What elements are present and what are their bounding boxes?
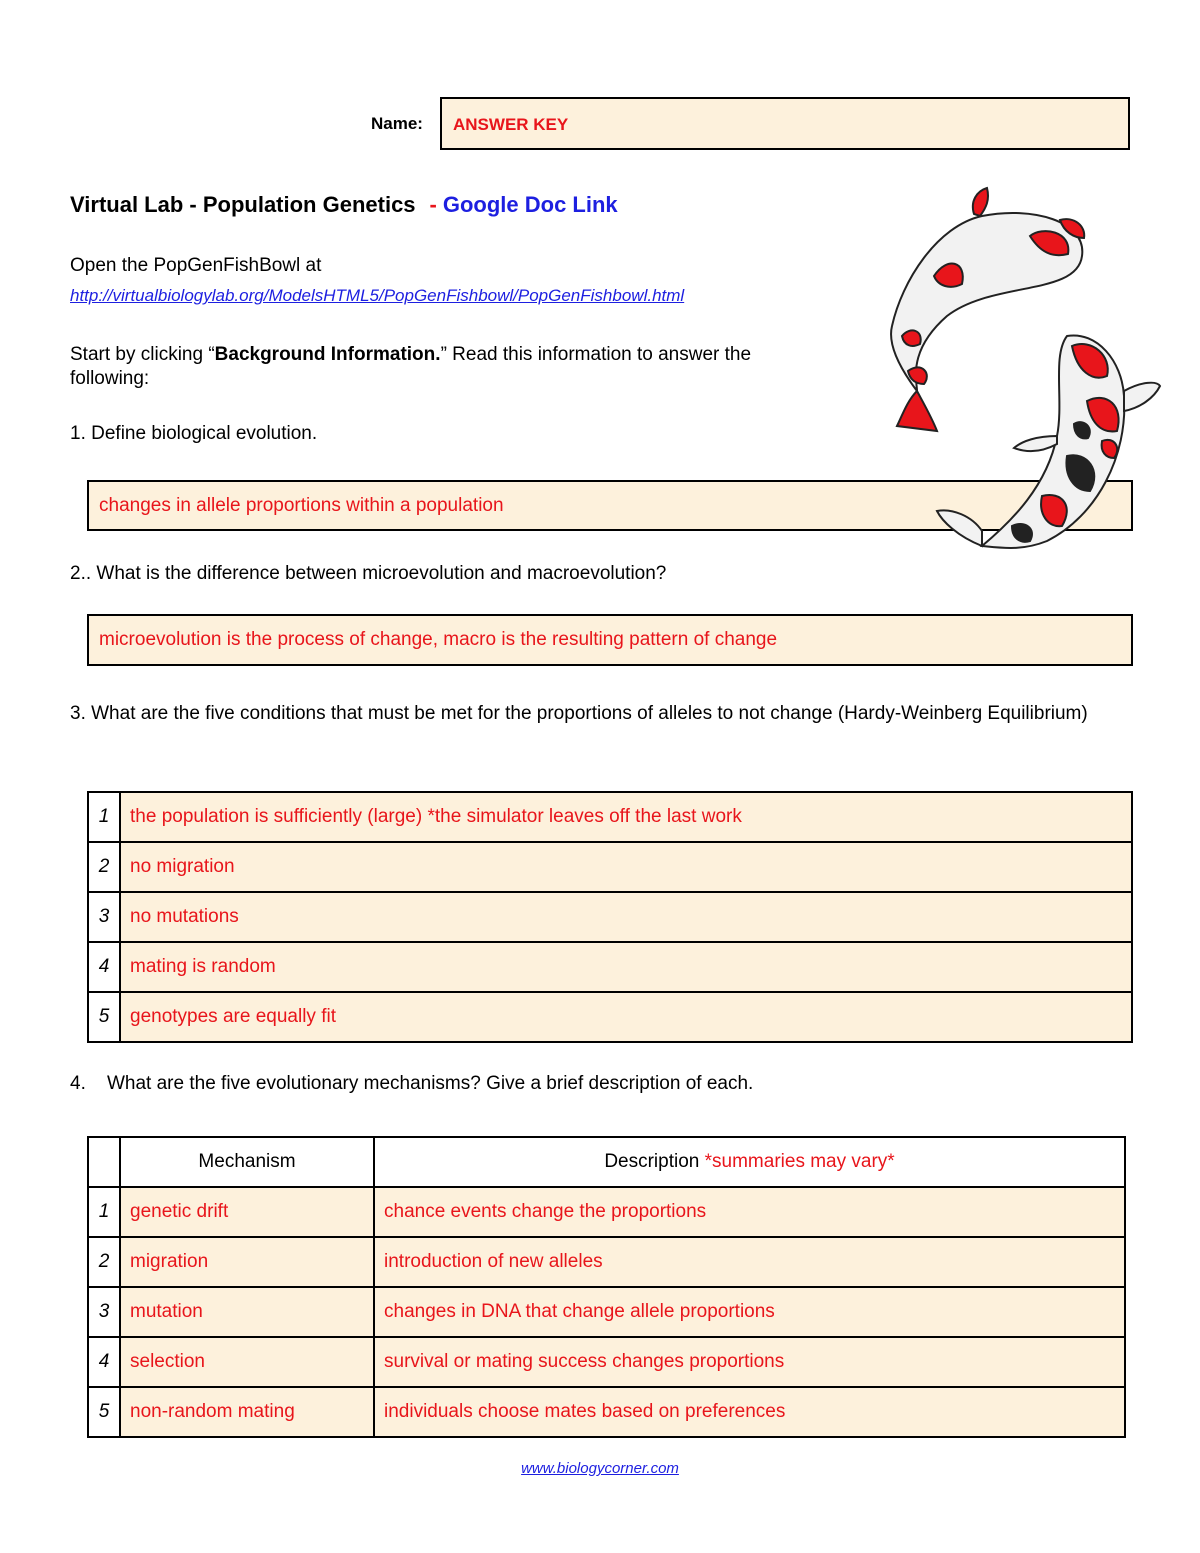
koi-fish-1 xyxy=(891,188,1084,431)
question-4-number: 4. xyxy=(70,1073,86,1094)
mechanism-cell[interactable]: genetic drift xyxy=(120,1187,374,1237)
mechanism-cell[interactable]: migration xyxy=(120,1237,374,1287)
table-row xyxy=(88,892,1132,942)
title-text: Virtual Lab - Population Genetics xyxy=(70,192,416,217)
name-value: ANSWER KEY xyxy=(453,115,569,134)
mechanism-cell[interactable]: mutation xyxy=(120,1287,374,1337)
table-row xyxy=(88,992,1132,1042)
description-cell[interactable]: survival or mating success changes proportions xyxy=(374,1337,1125,1387)
table-row xyxy=(88,942,1132,992)
answer-2-text: microevolution is the process of change, macro is the resulting pattern of change xyxy=(99,629,778,650)
question-3: 3. What are the five conditions that must be met for the proportions of alleles to not change (Hardy-Weinberg Equilibrium) xyxy=(70,703,1088,724)
start-bold: Background Information. xyxy=(214,344,441,365)
table-row xyxy=(88,792,1132,842)
row-number: 5 xyxy=(88,1387,120,1437)
question-4-text: What are the five evolutionary mechanisms? Give a brief description of each. xyxy=(106,1073,754,1094)
table-row xyxy=(88,1287,1125,1337)
popgen-url-link[interactable]: http://virtualbiologylab.org/ModelsHTML5/PopGenFishbowl/PopGenFishbowl.html xyxy=(70,286,685,305)
condition-cell[interactable]: no migration xyxy=(120,842,1132,892)
description-cell[interactable]: chance events change the proportions xyxy=(374,1187,1125,1237)
description-cell[interactable]: introduction of new alleles xyxy=(374,1237,1125,1287)
start-instruction xyxy=(70,343,830,391)
row-number: 2 xyxy=(88,842,120,892)
start-suffix: ” Read this information to answer the following: xyxy=(70,344,752,389)
table-row xyxy=(88,1237,1125,1287)
condition-cell[interactable]: mating is random xyxy=(120,942,1132,992)
mechanisms-table xyxy=(87,1136,1126,1438)
mechanism-cell[interactable]: selection xyxy=(120,1337,374,1387)
title-separator: - xyxy=(429,192,437,217)
description-header xyxy=(374,1137,1125,1187)
answer-2-box[interactable] xyxy=(87,614,1133,666)
row-number: 3 xyxy=(88,1287,120,1337)
header-blank xyxy=(88,1137,120,1187)
open-instruction: Open the PopGenFishBowl at xyxy=(70,255,322,276)
question-2: 2.. What is the difference between microevolution and macroevolution? xyxy=(70,563,667,584)
conditions-table xyxy=(87,791,1133,1043)
name-field[interactable] xyxy=(440,97,1130,150)
row-number: 1 xyxy=(88,792,120,842)
row-number: 1 xyxy=(88,1187,120,1237)
question-4 xyxy=(70,1072,753,1096)
row-number: 3 xyxy=(88,892,120,942)
table-header-row xyxy=(88,1137,1125,1187)
google-doc-link[interactable]: Google Doc Link xyxy=(442,192,618,217)
table-row xyxy=(88,1387,1125,1437)
row-number: 4 xyxy=(88,942,120,992)
description-cell[interactable]: changes in DNA that change allele proportions xyxy=(374,1287,1125,1337)
table-row xyxy=(88,1187,1125,1237)
koi-fish-illustration xyxy=(862,186,1164,558)
mechanism-header: Mechanism xyxy=(120,1137,374,1187)
footer-link[interactable]: www.biologycorner.com xyxy=(521,1460,679,1477)
row-number: 2 xyxy=(88,1237,120,1287)
condition-cell[interactable]: no mutations xyxy=(120,892,1132,942)
row-number: 4 xyxy=(88,1337,120,1387)
table-row xyxy=(88,1337,1125,1387)
koi-fish-2 xyxy=(937,335,1160,548)
mechanism-cell[interactable]: non-random mating xyxy=(120,1387,374,1437)
page-title xyxy=(70,192,618,218)
description-header-note: *summaries may vary* xyxy=(704,1151,895,1172)
question-1: 1. Define biological evolution. xyxy=(70,423,318,444)
name-label: Name: xyxy=(371,114,423,133)
table-row xyxy=(88,842,1132,892)
description-header-label: Description xyxy=(604,1151,700,1172)
row-number: 5 xyxy=(88,992,120,1042)
start-prefix: Start by clicking “ xyxy=(70,344,215,365)
condition-cell[interactable]: genotypes are equally fit xyxy=(120,992,1132,1042)
answer-1-text: changes in allele proportions within a population xyxy=(99,495,504,516)
description-cell[interactable]: individuals choose mates based on preferences xyxy=(374,1387,1125,1437)
condition-cell[interactable]: the population is sufficiently (large) *the simulator leaves off the last work xyxy=(120,792,1132,842)
